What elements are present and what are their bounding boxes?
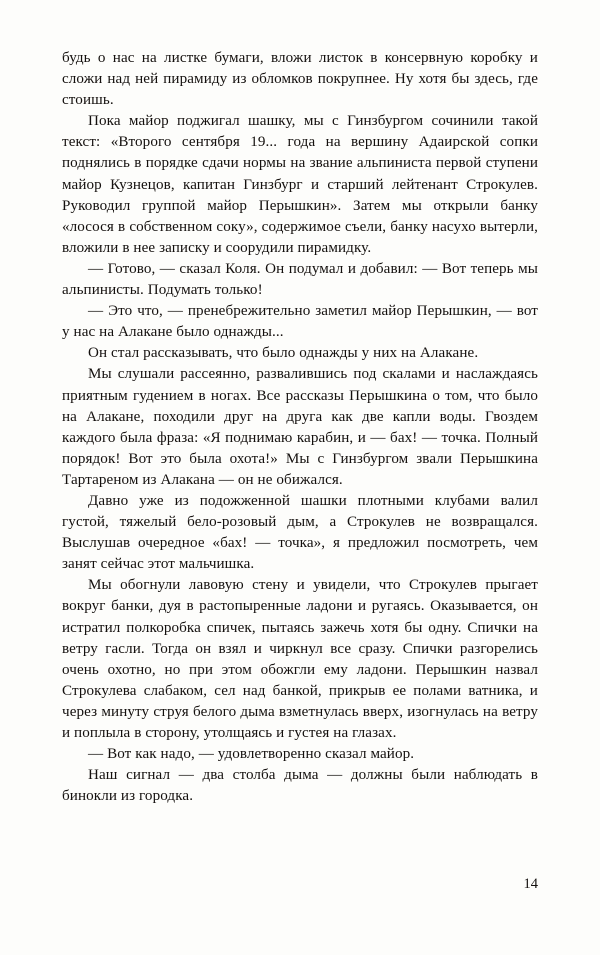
paragraph: будь о нас на листке бумаги, вложи листок в консервную коробку и сложи над ней пирамиду из обломков покрупнее. Ну хотя бы здесь, где стоишь. xyxy=(62,50,538,109)
paragraph: — Готово, — сказал Коля. Он подумал и добавил: — Вот теперь мы альпинисты. Подумать только! xyxy=(62,260,538,299)
paragraph: — Вот как надо, — удовлетворенно сказал майор. xyxy=(88,746,415,763)
paragraph: — Это что, — пренебрежительно заметил майор Перышкин, — вот у нас на Алакане было однажды... xyxy=(62,303,538,341)
paragraph: Наш сигнал — два столба дыма — должны были наблюдать в бинокли из городка. xyxy=(62,767,538,805)
paragraph: Он стал рассказывать, что было однажды у них на Алакане. xyxy=(88,345,479,362)
page-text-body xyxy=(62,48,538,807)
page-number: 14 xyxy=(523,876,538,892)
paragraph: Мы слушали рассеянно, развалившись под скалами и наслаждаясь приятным гудением в ногах. Все рассказы Перышкина о том, что было на Алакане, походили друг на друга как две капли воды. Гвоздем каждого была фраза: «Я поднимаю карабин, и — бах! — точка. Полный порядок! Вот это была охота!» Мы с Гинзбургом звали Перышкина Тартареном из Алакана — он не обижался. xyxy=(62,366,538,488)
paragraph: Давно уже из подожженной шашки плотными клубами валил густой, тяжелый бело-розовый дым, а Строкулев не возвращался. Выслушав очередное «бах! — точка», я предложил посмотреть, чем занят сейчас этот мальчишка. xyxy=(62,492,538,573)
paragraph: Пока майор поджигал шашку, мы с Гинзбургом сочинили такой текст: «Второго сентября 19... года на вершину Адаирской сопки поднялись в порядке сдачи нормы на звание альпиниста первой ступени майор Кузнецов, капитан Гинзбург и старший лейтенант Строкулев. Руководил группой майор Перышкин». Затем мы открыли банку «лосося в собственном соку», содержимое съели, банку насухо вытерли, вложили в нее записку и соорудили пирамидку. xyxy=(62,113,538,256)
paragraph: Мы обогнули лавовую стену и увидели, что Строкулев прыгает вокруг банки, дуя в растопыренные ладони и ругаясь. Оказывается, он истратил полкоробка спичек, пытаясь зажечь хотя бы одну. Спички на ветру гасли. Тогда он взял и чиркнул все сразу. Спички разгорелись очень охотно, но при этом обожгли ему ладони. Перышкин назвал Строкулева слабаком, сел над банкой, прикрыв ее полами ватника, и через минуту струя белого дыма взметнулась вверх, изогнулась на ветру и поплыла в сторону, утолщаясь и густея на глазах. xyxy=(62,577,538,741)
